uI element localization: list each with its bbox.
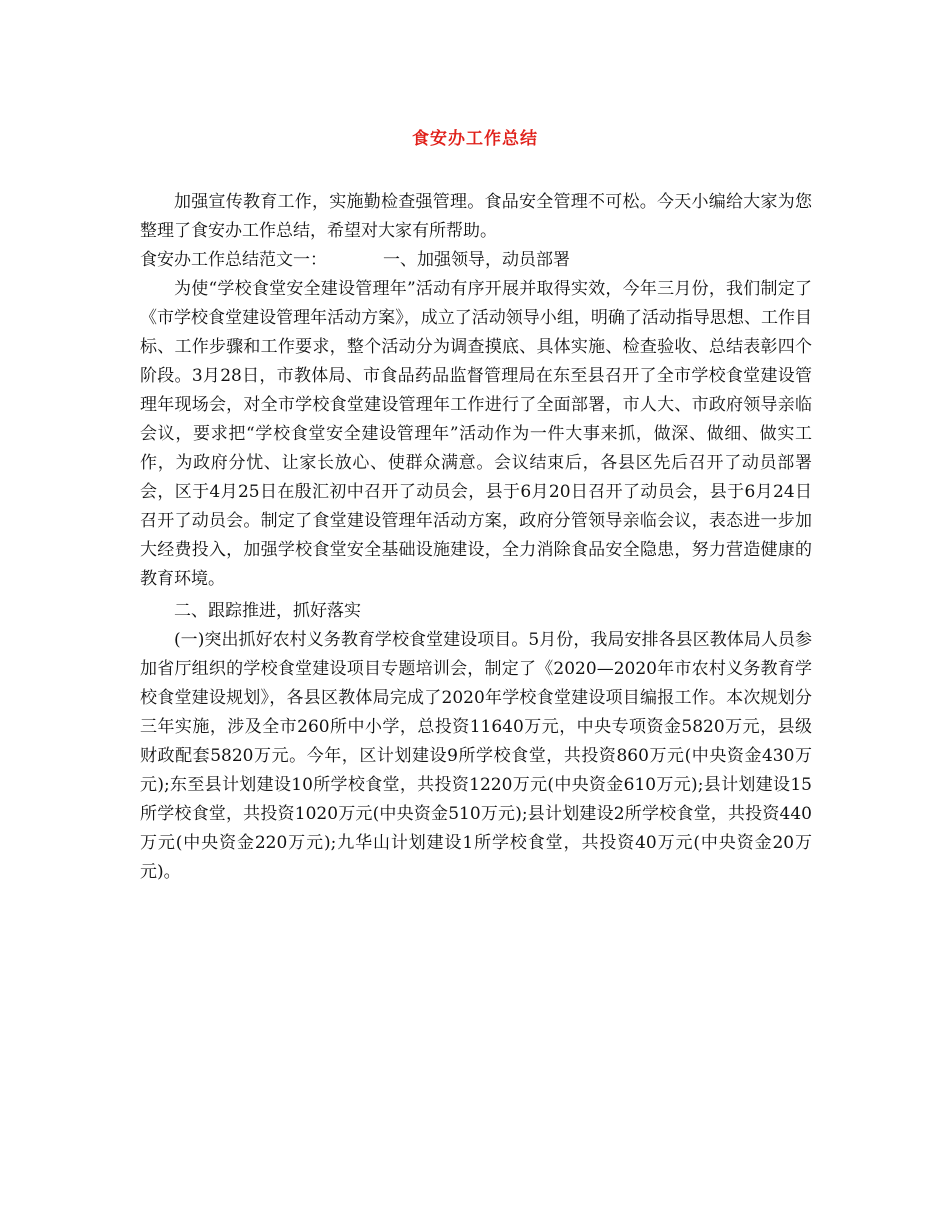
section1-heading: 一、加强领导，动员部署 [383,250,570,270]
intro-paragraph: 加强宣传教育工作，实施勤检查强管理。食品安全管理不可松。今天小编给大家为您整理了食安办工作总结，希望对大家有所帮助。 [140,192,812,241]
document-title: 食安办工作总结 [412,129,538,149]
paragraph-2: (一)突出抓好农村义务教育学校食堂建设项目。5月份，我局安排各县区教体局人员参加省厅组织的学校食堂建设项目专题培训会，制定了《2020—2020年市农村义务教育学校食堂建设规划》，各县区教体局完成了2020年学校食堂建设项目编报工作。本次规划分三年实施，涉及全市260所中小学，总投资11640万元，中央专项资金5820万元，县级财政配套5820万元。今年，区计划建设9所学校食堂，共投资860万元(中央资金430万元);东至县计划建设10所学校食堂，共投资1220万元(中央资金610万元);县计划建设15所学校食堂，共投资1020万元(中央资金510万元);县计划建设2所学校食堂，共投资440万元(中央资金220万元);九华山计划建设1所学校食堂，共投资40万元(中央资金20万元)。 [140,630,812,882]
paragraph-1: 为使“学校食堂安全建设管理年”活动有序开展并取得实效，今年三月份，我们制定了《市学校食堂建设管理年活动方案》，成立了活动领导小组，明确了活动指导思想、工作目标、工作步骤和工作要求，整个活动分为调查摸底、具体实施、检查验收、总结表彰四个阶段。3月28日，市教体局、市食品药品监督管理局在东至县召开了全市学校食堂建设管理年现场会，对全市学校食堂建设管理年工作进行了全面部署，市人大、市政府领导亲临会议，要求把“学校食堂安全建设管理年”活动作为一件大事来抓，做深、做细、做实工作，为政府分忧、让家长放心、使群众满意。会议结束后，各县区先后召开了动员部署会，区于4月25日在殷汇初中召开了动员会，县于6月20日召开了动员会，县于6月24日召开了动员会。制定了食堂建设管理年活动方案，政府分管领导亲临会议，表态进一步加大经费投入，加强学校食堂安全基础设施建设，全力消除食品安全隐患，努力营造健康的教育环境。 [140,279,812,589]
section2-heading: 二、跟踪推进，抓好落实 [174,601,361,621]
fanwen-line [140,246,812,275]
document-body [140,188,812,887]
fanwen-label: 食安办工作总结范文一： [140,250,327,270]
